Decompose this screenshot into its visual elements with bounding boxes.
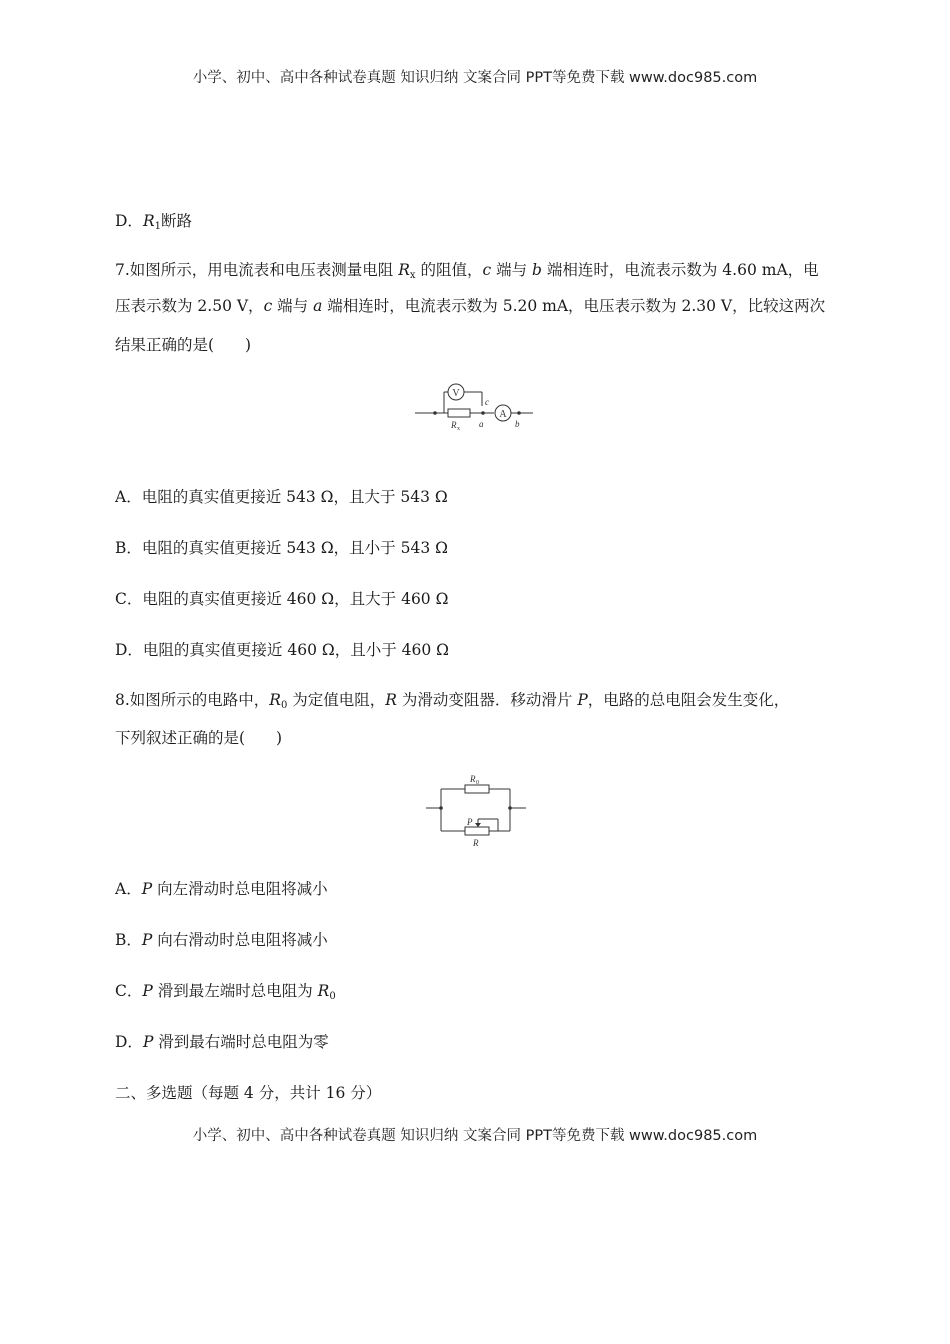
fig8-r0-sub: 0 [476, 780, 479, 786]
q8-option-a: A．P 向左滑动时总电阻将减小 [115, 880, 328, 898]
page-header: 小学、初中、高中各种试卷真题 知识归纳 文案合同 PPT等免费下载 www.doc985.com [192, 70, 758, 86]
q8-option-b: B．P 向右滑动时总电阻将减小 [115, 931, 328, 949]
fig7-b-point: b [515, 419, 520, 429]
q7-stem-line3: 结果正确的是( ) [115, 336, 252, 354]
fig8-p-label: P [467, 817, 473, 827]
q7-stem-line2: 压表示数为 2.50 V，c 端与 a 端相连时，电流表示数为 5.20 mA，电压表示数为 2.30 V，比较这两次 [115, 297, 826, 315]
resistor-rx [448, 409, 470, 417]
q8-option-c: C．P 滑到最左端时总电阻为 $R_0$ [115, 982, 336, 1002]
section-title: 二、多选题（每题 4 分，共计 16 分） [115, 1084, 382, 1102]
slider-arrow-icon [475, 823, 481, 827]
rheostat-r [465, 827, 489, 835]
q8-option-d: D．P 滑到最右端时总电阻为零 [115, 1033, 329, 1051]
q7-stem-line1: 7.如图所示，用电流表和电压表测量电阻 $R_x$ 的阻值，c 端与 b 端相连时，电流表示数为 4.60 mA，电 [115, 261, 819, 281]
fig8-r0-label: R [470, 774, 476, 784]
fig7-rx-label: R [451, 420, 457, 430]
page-footer: 小学、初中、高中各种试卷真题 知识归纳 文案合同 PPT等免费下载 www.doc985.com [192, 1128, 758, 1144]
q7-option-c: C．电阻的真实值更接近 460 Ω，且大于 460 Ω [115, 590, 449, 608]
q7-option-b: B．电阻的真实值更接近 543 Ω，且小于 543 Ω [115, 539, 448, 557]
q7-circuit-diagram [415, 378, 540, 434]
fig8-r-label: R [473, 838, 479, 848]
resistor-r0 [465, 785, 489, 793]
fig7-a-label: A [499, 409, 507, 420]
q8-circuit-diagram [422, 770, 530, 852]
q7-option-a: A．电阻的真实值更接近 543 Ω，且大于 543 Ω [115, 488, 448, 506]
q7-option-d: D．电阻的真实值更接近 460 Ω，且小于 460 Ω [115, 641, 450, 659]
prev-option-d: D．$R_1$断路 [115, 212, 192, 232]
q8-stem-line1: 8.如图所示的电路中，$R_0$ 为定值电阻，R 为滑动变阻器．移动滑片 P，电路的总电阻会发生变化， [115, 691, 790, 711]
fig7-v-label: V [452, 388, 460, 399]
q8-stem-line2: 下列叙述正确的是( ) [115, 729, 283, 747]
fig7-rx-sub: x [457, 426, 460, 432]
fig7-a-point: a [479, 419, 484, 429]
fig7-c-label: c [485, 397, 489, 407]
